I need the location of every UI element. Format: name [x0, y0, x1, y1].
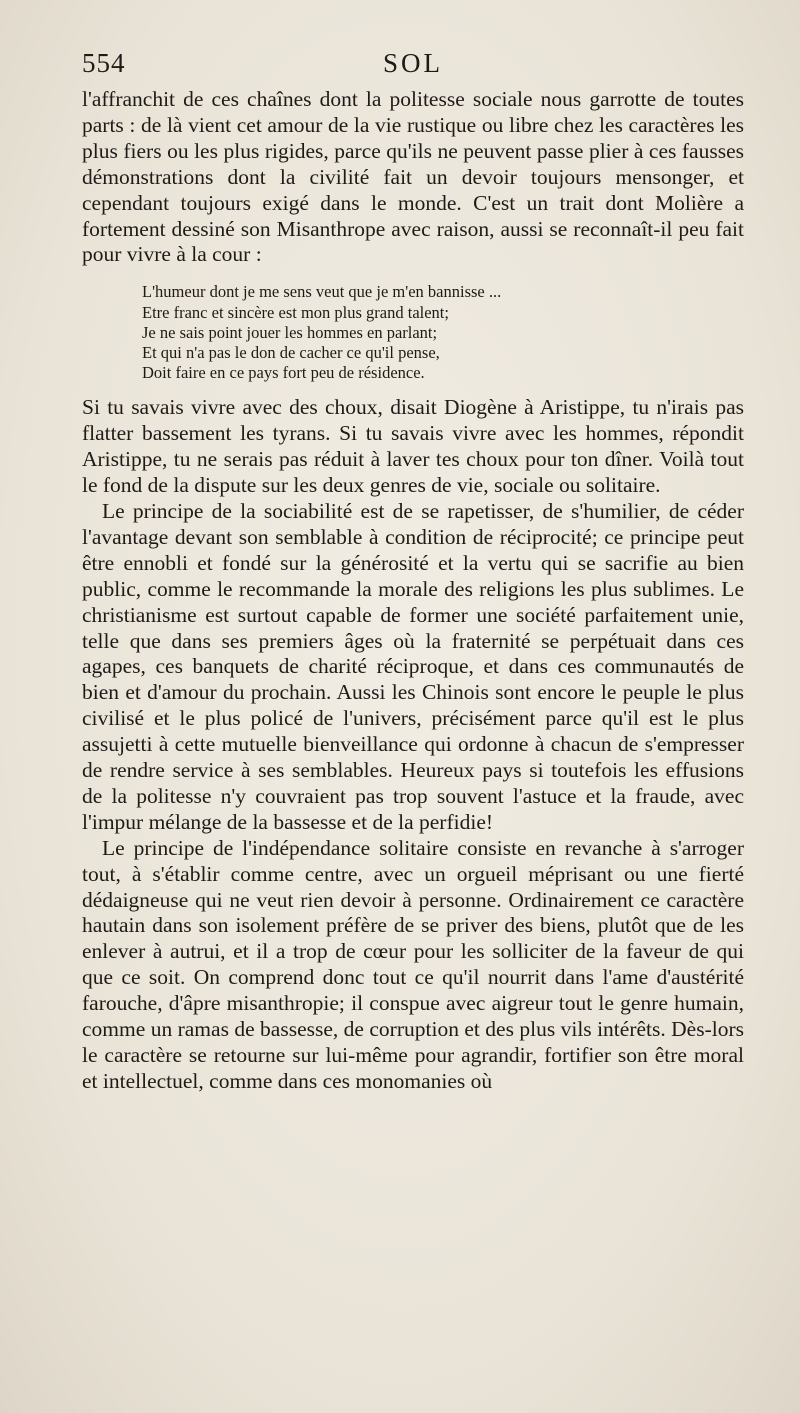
verse-line: Et qui n'a pas le don de cacher ce qu'il pense, — [142, 342, 440, 362]
paragraph-2: Si tu savais vivre avec des choux, disait Diogène à Aristippe, tu n'irais pas flatter bassement les tyrans. Si tu savais vivre avec les hommes, répondit Aristippe, tu ne serais pas réduit à laver tes choux pour ton dîner. Voilà tout le fond de la dispute sur les deux genres de vie, sociale ou solitaire. — [82, 395, 744, 498]
page-header — [82, 48, 744, 88]
paragraph-1: l'affranchit de ces chaînes dont la politesse sociale nous garrotte de toutes parts : de là vient cet amour de la vie rustique ou libre chez les caractères les plus fiers ou les plus rigides, parce qu'ils ne peuvent passe plier à ces fausses démonstrations dont la civilité fait un devoir toujours mensonger, et cependant toujours exigé dans le monde. C'est un trait dont Molière a fortement dessiné son Misanthrope avec raison, aussi se reconnaît-il peu fait pour vivre à la cour : — [82, 87, 744, 267]
running-head: SOL — [382, 48, 443, 78]
verse-line: Etre franc et sincère est mon plus grand talent; — [142, 302, 449, 322]
page-number: 554 — [82, 48, 126, 78]
verse-line: Doit faire en ce pays fort peu de résidence. — [142, 363, 425, 383]
paragraph-3: Le principe de la sociabilité est de se rapetisser, de s'humilier, de céder l'avantage devant son semblable à condition de réciprocité; ce principe peut être ennobli et fondé sur la générosité et la vertu qui se sacrifie au bien public, comme le recommande la morale des religions les plus sublimes. Le christianisme est surtout capable de former une société parfaitement unie, telle que dans ses premiers âges où la fraternité se perpétuait dans ces agapes, ces banquets de charité réciproque, et dans ces communautés de bien et d'amour du prochain. Aussi les Chinois sont encore le peuple le plus civilisé et le plus policé de l'univers, précisément parce qu'il est le plus assujetti à cette mutuelle bienveillance qui ordonne à chacun de s'empresser de rendre service à ses semblables. Heureux pays si toutefois les effusions de la politesse n'y couvraient pas trop souvent l'astuce et la fraude, avec l'impur mélange de la bassesse et de la perfidie! — [82, 498, 744, 834]
paragraph-4: Le principe de l'indépendance solitaire consiste en revanche à s'arroger tout, à s'établir comme centre, avec un orgueil méprisant ou une fierté dédaigneuse qui ne veut rien devoir à personne. Ordinairement ce caractère hautain dans son isolement préfère de se priver des biens, plutôt que de les enlever à autrui, et il a trop de cœur pour les solliciter de la faveur de qui que ce soit. On comprend donc tout ce qu'il nourrit dans l'ame d'austérité farouche, d'âpre misanthropie; il conspue avec aigreur tout le genre humain, comme un ramas de bassesse, de corruption et des plus vils intérêts. Dès-lors le caractère se retourne sur lui-même pour agrandir, fortifier son être moral et intellectuel, comme dans ces monomanies où — [82, 835, 744, 1093]
verse-quotation — [142, 282, 744, 383]
verse-line: L'humeur dont je me sens veut que je m'en bannisse ... — [142, 282, 502, 302]
body-text — [82, 87, 744, 1095]
verse-line: Je ne sais point jouer les hommes en parlant; — [142, 322, 438, 342]
